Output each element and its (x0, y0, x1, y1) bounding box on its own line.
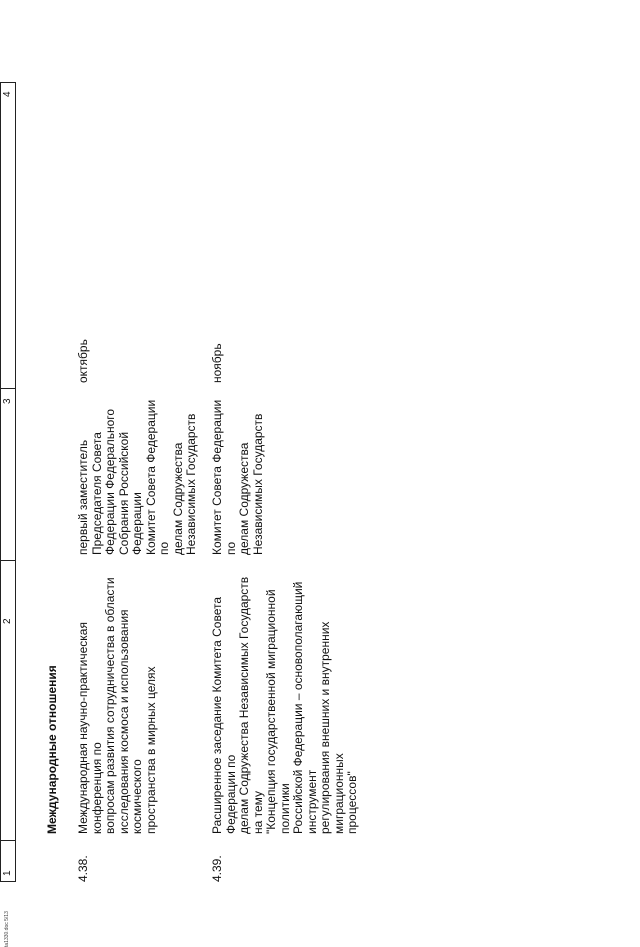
column-number-2: 2 (2, 618, 13, 624)
row-responsible: первый заместитель Председателя Совета Федерации Федерального Собрания Российской Федерации Комитет Совета Федерации по делам Содружества Независимых Государств (76, 399, 198, 555)
row-number: 4.38. (76, 855, 90, 882)
column-divider (1, 560, 15, 561)
row-description: Расширенное заседание Комитета Совета Федерации по делам Содружества Независимых Государств на тему "Концепция государственной миграционной политики Российской Федерации – основополагающий инструмент регулирования внешних и внутренних миграционных процессов" (210, 576, 359, 834)
row-description: Международная научно-практическая конференция по вопросам развития сотрудничества в области исследования космоса и использования космического пространства в мирных целях (76, 577, 158, 834)
row-term: ноябрь (210, 343, 224, 383)
table-header-row (0, 82, 16, 882)
column-number-4: 4 (2, 91, 13, 97)
footer-document-code: ta1330.doc 5/13 (4, 911, 10, 947)
row-number: 4.39. (210, 855, 224, 882)
document-sheet (0, 22, 580, 947)
column-number-1: 1 (2, 870, 13, 876)
row-term: октябрь (76, 339, 90, 383)
section-title: Международные отношения (45, 665, 59, 834)
column-divider (1, 388, 15, 389)
column-divider (1, 840, 15, 841)
column-number-3: 3 (2, 398, 13, 404)
row-responsible: Комитет Совета Федерации по делам Содружества Независимых Государств (210, 399, 265, 555)
